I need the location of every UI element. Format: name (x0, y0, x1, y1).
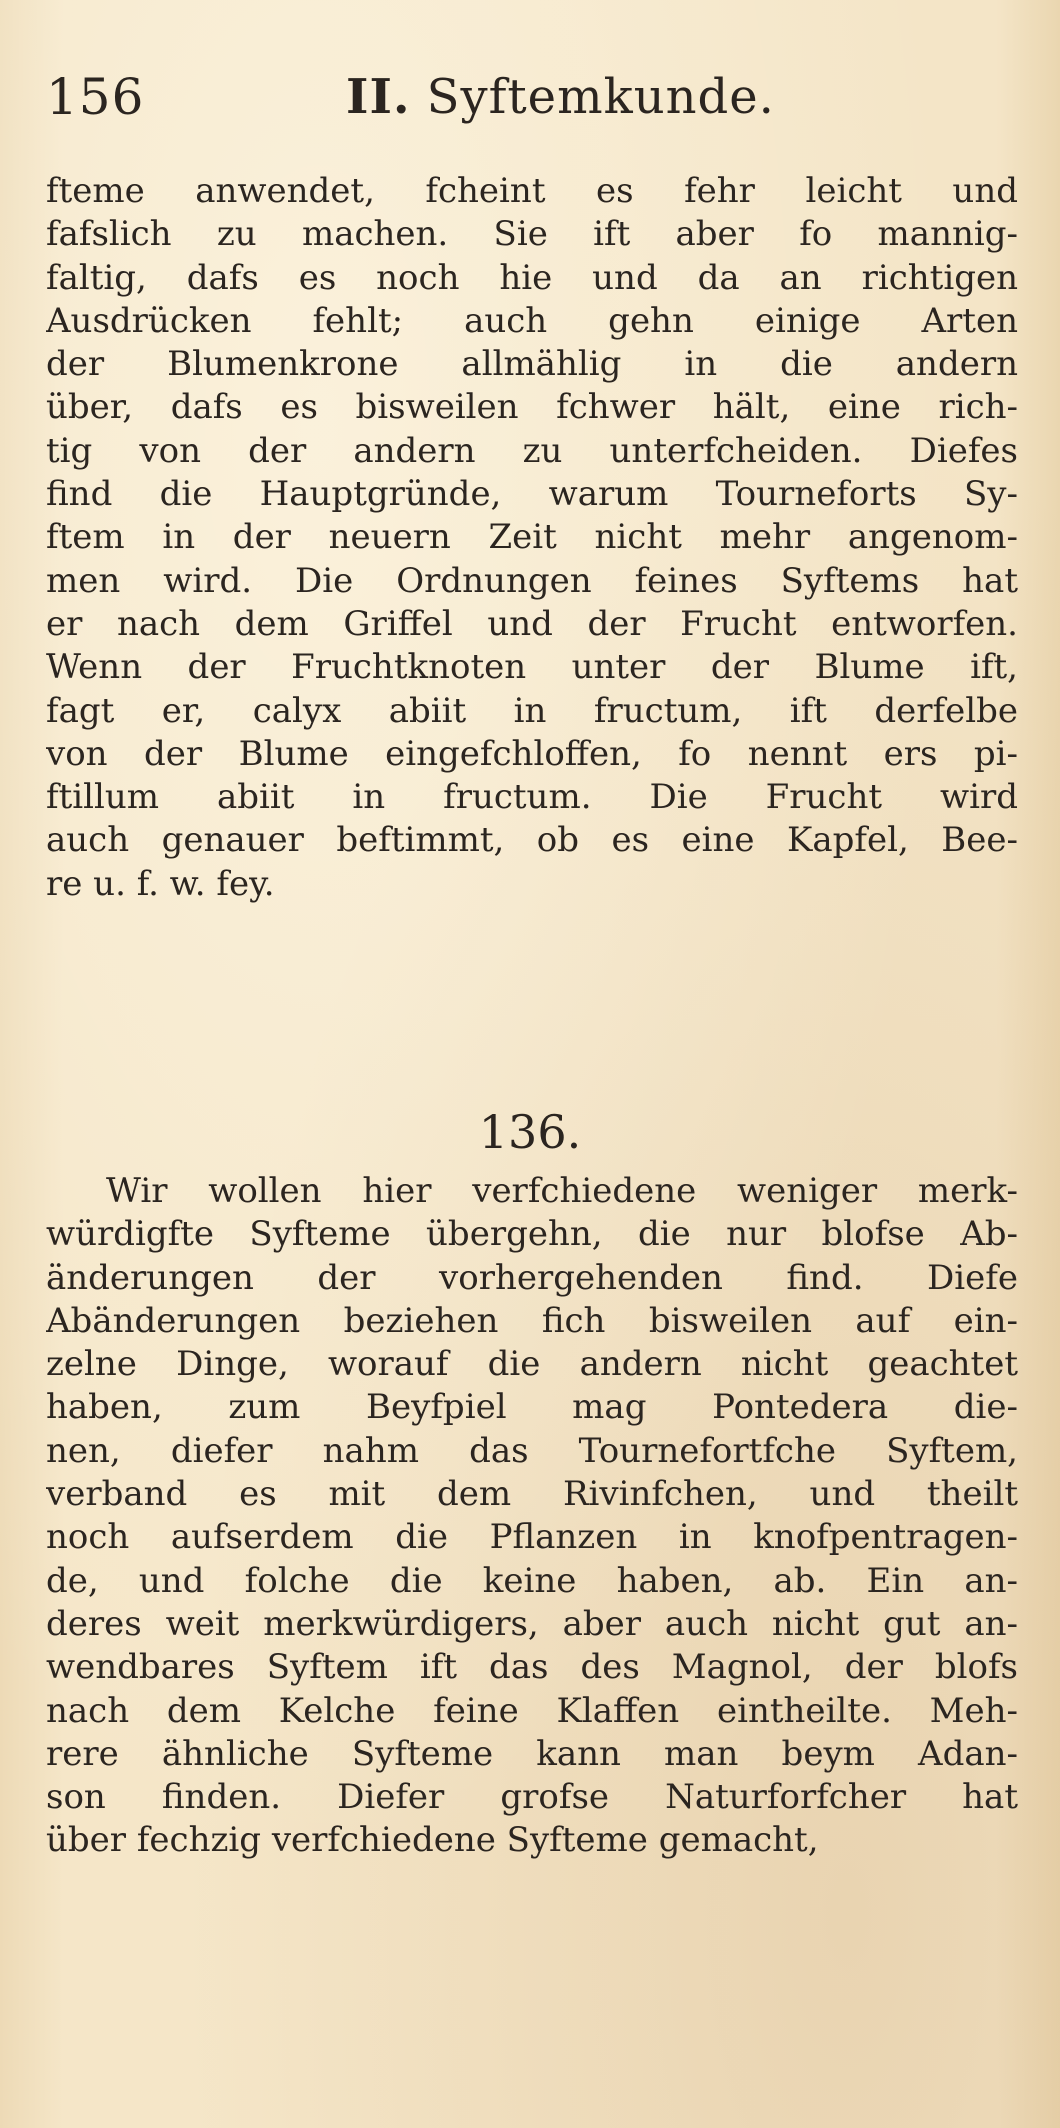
text-line: auch genauer beftimmt, ob es eine Kapfel, Bee- (46, 820, 1018, 861)
running-header (36, 62, 1036, 132)
running-title (346, 62, 775, 132)
text-line: rere ähnliche Syfteme kann man beym Adan- (46, 1733, 1018, 1774)
text-line: der Blumenkrone allmählig in die andern (46, 344, 1018, 385)
text-line: verband es mit dem Rivinfchen, und theilt (46, 1474, 1018, 1515)
text-line: noch aufserdem die Pflanzen in knofpentragen- (46, 1517, 1018, 1558)
text-line: ftillum abiit in fructum. Die Frucht wird (46, 777, 1018, 818)
page-number: 156 (46, 68, 145, 126)
section-number: 136. (478, 1105, 582, 1159)
text-line: re u. f. w. fey. (46, 863, 275, 904)
text-line: fafslich zu machen. Sie ift aber fo mannig- (46, 214, 1018, 255)
text-line: deres weit merkwürdigers, aber auch nicht gut an- (46, 1603, 1018, 1644)
text-line: über, dafs es bisweilen fchwer hält, eine rich- (46, 387, 1018, 428)
text-line: wendbares Syftem ift das des Magnol, der blofs (46, 1647, 1018, 1688)
text-line: Wenn der Fruchtknoten unter der Blume ift, (46, 647, 1018, 688)
text-line: änderungen der vorhergehenden find. Diefe (46, 1257, 1018, 1298)
part-number: II. (346, 69, 411, 125)
text-line: tig von der andern zu unterfcheiden. Diefes (46, 430, 1018, 471)
text-line: Wir wollen hier verfchiedene weniger merk- (106, 1171, 1018, 1211)
text-line: Ausdrücken fehlt; auch gehn einige Arten (46, 300, 1018, 341)
text-line: würdigfte Syfteme übergehn, die nur blofse Ab- (46, 1214, 1018, 1255)
text-line: fagt er, calyx abiit in fructum, ift derfelbe (46, 690, 1018, 731)
chapter-title: Syftemkunde. (426, 69, 775, 125)
text-line: zelne Dinge, worauf die andern nicht geachtet (46, 1344, 1018, 1385)
text-line: von der Blume eingefchloffen, fo nennt ers pi- (46, 733, 1018, 774)
text-line: son finden. Diefer grofse Naturforfcher hat (46, 1777, 1018, 1818)
paragraph-2 (46, 1170, 1018, 1863)
text-line: nach dem Kelche feine Klaffen eintheilte. Meh- (46, 1690, 1018, 1731)
text-line: haben, zum Beyfpiel mag Pontedera die- (46, 1387, 1018, 1428)
text-line: faltig, dafs es noch hie und da an richtigen (46, 257, 1018, 298)
text-line: men wird. Die Ordnungen feines Syftems hat (46, 560, 1018, 601)
text-line: Abänderungen beziehen fich bisweilen auf ein- (46, 1300, 1018, 1341)
text-line: über fechzig verfchiedene Syfteme gemacht, (46, 1820, 819, 1861)
text-line: ftem in der neuern Zeit nicht mehr angenom- (46, 517, 1018, 558)
text-line: fteme anwendet, fcheint es fehr leicht und (46, 171, 1018, 211)
text-line: de, und folche die keine haben, ab. Ein an- (46, 1560, 1018, 1601)
text-line: nen, diefer nahm das Tournefortfche Syftem, (46, 1430, 1018, 1471)
text-line: find die Hauptgründe, warum Tourneforts Sy- (46, 474, 1018, 515)
text-line: er nach dem Griffel und der Frucht entworfen. (46, 603, 1018, 644)
paragraph-1 (46, 170, 1018, 906)
